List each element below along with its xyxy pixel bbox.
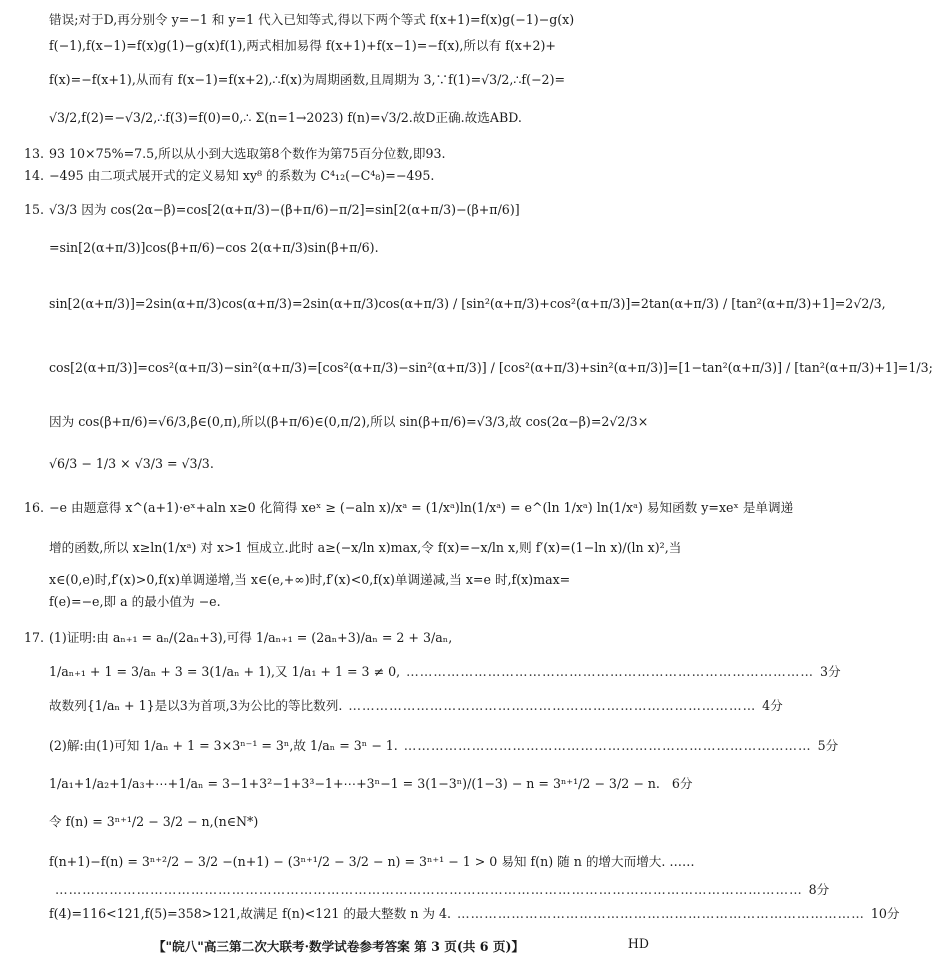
answer-line: 令 f(n) = 3ⁿ⁺¹/2 − 3/2 − n,(n∈N*) <box>49 814 259 829</box>
answer-text: 1/aₙ₊₁ + 1 = 3/aₙ + 3 = 3(1/aₙ + 1),又 1/a₁ + 1 = 3 ≠ 0, <box>49 664 401 679</box>
answer-line-scored <box>49 664 841 680</box>
answer-text: 1/a₁+1/a₂+1/a₃+⋯+1/aₙ = 3−1+3²−1+3³−1+⋯+3ⁿ−1 = 3(1−3ⁿ)/(1−3) − n = 3ⁿ⁺¹/2 − 3/2 − n. <box>49 776 660 791</box>
page-footer: 【"皖八"高三第二次大联考·数学试卷参考答案 第 3 页(共 6 页)】 <box>152 939 525 954</box>
answer-line: f(x)=−f(x+1),从而有 f(x−1)=f(x+2),∴f(x)为周期函数,且周期为 3,∵f(1)=√3/2,∴f(−2)= <box>49 72 566 87</box>
question-number: 13. <box>24 146 45 161</box>
answer-line: √3/2,f(2)=−√3/2,∴f(3)=f(0)=0,∴ Σ(n=1→2023) f(n)=√3/2.故D正确.故选ABD. <box>49 110 522 125</box>
score-points: 5分 <box>817 738 839 753</box>
answer-line: x∈(0,e)时,f′(x)>0,f(x)单调递增,当 x∈(e,+∞)时,f′(x)<0,f(x)单调递减,当 x=e 时,f(x)max= <box>49 572 571 587</box>
question-number: 16. <box>24 500 45 515</box>
answer-line: f(n+1)−f(n) = 3ⁿ⁺²/2 − 3/2 −(n+1) − (3ⁿ⁺¹/2 − 3/2 − n) = 3ⁿ⁺¹ − 1 > 0 易知 f(n) 随 n 的增大而增大. …… <box>49 854 695 869</box>
answer-line-scored <box>49 882 830 898</box>
answer-line: 错误;对于D,再分别令 y=−1 和 y=1 代入已知等式,得以下两个等式 f(x+1)=f(x)g(−1)−g(x) <box>49 12 575 27</box>
answer-line-scored <box>49 738 839 754</box>
answer-line: (1)证明:由 aₙ₊₁ = aₙ/(2aₙ+3),可得 1/aₙ₊₁ = (2aₙ+3)/aₙ = 2 + 3/aₙ, <box>49 630 453 645</box>
leader-dots: ……………………………………………………………………………… <box>457 906 865 921</box>
answer-line: −495 由二项式展开式的定义易知 xy⁸ 的系数为 C⁴₁₂(−C⁴₈)=−495. <box>49 168 435 183</box>
answer-text: f(4)=116<121,f(5)=358>121,故满足 f(n)<121 的最大整数 n 为 4. <box>49 906 452 921</box>
answer-line: 因为 cos(β+π/6)=√6/3,β∈(0,π),所以(β+π/6)∈(0,π/2),所以 sin(β+π/6)=√3/3,故 cos(2α−β)=2√2/3× <box>49 414 649 429</box>
score-points: 4分 <box>762 698 783 713</box>
question-number: 14. <box>24 168 45 183</box>
leader-dots: ……………………………………………………………………………… <box>406 664 814 679</box>
answer-line: sin[2(α+π/3)]=2sin(α+π/3)cos(α+π/3)=2sin(α+π/3)cos(α+π/3) / [sin²(α+π/3)+cos²(α+π/3)]=2tan(α+π/3) / [tan²(α+π/3)+1]=2√2/3, <box>49 296 886 311</box>
answer-line: −e 由题意得 x^(a+1)·eˣ+aln x≥0 化简得 xeˣ ≥ (−aln x)/xᵃ = (1/xᵃ)ln(1/xᵃ) = e^(ln 1/xᵃ) ln(1/xᵃ) 易知函数 y=xeˣ 是单调递 <box>49 500 794 515</box>
question-number: 15. <box>24 202 45 217</box>
answer-line: cos[2(α+π/3)]=cos²(α+π/3)−sin²(α+π/3)=[cos²(α+π/3)−sin²(α+π/3)] / [cos²(α+π/3)+sin²(α+π/3)]=[1−tan²(α+π/3)] / [tan²(α+π/3)+1]=1/3; <box>49 360 933 375</box>
leader-dots: ……………………………………………………………………………… <box>348 698 757 713</box>
answer-text: (2)解:由(1)可知 1/aₙ + 1 = 3×3ⁿ⁻¹ = 3ⁿ,故 1/aₙ = 3ⁿ − 1. <box>49 738 398 753</box>
score-points: 3分 <box>819 664 841 679</box>
answer-line-scored <box>49 906 900 922</box>
footer-code: HD <box>627 936 649 951</box>
score-points: 10分 <box>870 906 900 921</box>
score-points: 6分 <box>671 776 693 791</box>
answer-line: √6/3 − 1/3 × √3/3 = √3/3. <box>49 456 214 471</box>
answer-line: √3/3 因为 cos(2α−β)=cos[2(α+π/3)−(β+π/6)−π/2]=sin[2(α+π/3)−(β+π/6)] <box>49 202 520 217</box>
answer-line: 增的函数,所以 x≥ln(1/xᵃ) 对 x>1 恒成立.此时 a≥(−x/ln x)max,令 f(x)=−x/ln x,则 f′(x)=(1−ln x)/(ln x)²,当 <box>49 540 682 555</box>
answer-line-scored <box>49 698 783 714</box>
score-points: 8分 <box>808 882 830 897</box>
answer-line-scored <box>49 776 693 792</box>
question-number: 17. <box>24 630 45 645</box>
answer-line: f(−1),f(x−1)=f(x)g(1)−g(x)f(1),两式相加易得 f(x+1)+f(x−1)=−f(x),所以有 f(x+2)+ <box>49 38 556 53</box>
leader-dots: ……………………………………………………………………………… <box>403 738 812 753</box>
leader-dots: ………………………………………………………………………………………………………………………………………………… <box>55 882 803 897</box>
answer-text: 故数列{1/aₙ + 1}是以3为首项,3为公比的等比数列. <box>49 698 343 713</box>
answer-line: 93 10×75%=7.5,所以从小到大选取第8个数作为第75百分位数,即93. <box>49 146 446 161</box>
answer-line: f(e)=−e,即 a 的最小值为 −e. <box>49 594 221 609</box>
answer-line: =sin[2(α+π/3)]cos(β+π/6)−cos 2(α+π/3)sin(β+π/6). <box>49 240 379 255</box>
